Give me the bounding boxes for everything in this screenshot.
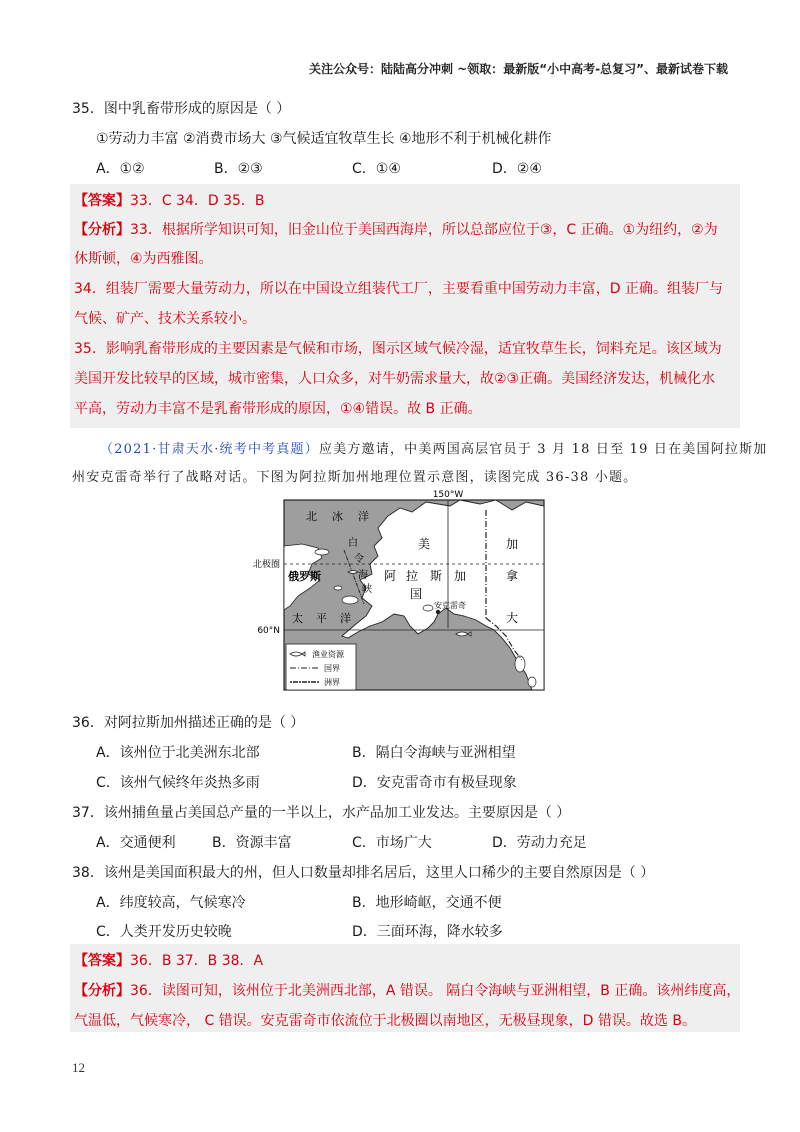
q37-option-b: B．资源丰富 (212, 835, 292, 851)
alaska-label: 阿 (384, 569, 397, 583)
analysis-line: 气温低，气候寒冷， C 错误。安克雷奇市依流位于北极圈以南地区，无极昼现象，D 错误。故选 B。 (74, 1013, 696, 1029)
fishery-icon (348, 571, 358, 574)
q36-option-b: B．隔白令海峡与亚洲相望 (352, 745, 516, 761)
alaska-label: 拉 (406, 569, 419, 583)
legend-border-label: 国界 (324, 664, 340, 673)
analysis-tag: 【分析】 (74, 222, 130, 238)
page-header: 关注公众号：陆陆高分冲刺 ~领取：最新版“小中高考-总复习”、最新试卷下载 (309, 62, 728, 76)
answer-tag: 【答案】 (74, 193, 130, 209)
q35-option-b: B．②③ (214, 161, 263, 177)
arctic-circle-label: 北极圈 (252, 560, 280, 570)
answer-block-1 (70, 184, 740, 428)
island (342, 596, 358, 604)
analysis-tag: 【分析】 (74, 983, 130, 999)
canada-label: 大 (506, 611, 519, 625)
intro-text: 应美方邀请，中美两国高层官员于 3 月 18 日至 19 日在美国阿拉斯加 (318, 442, 768, 457)
q37-option-a: A．交通便利 (96, 835, 176, 851)
q35-option-d: D．②④ (492, 161, 542, 177)
intro-line-2: 州安克雷奇举行了战略对话。下图为阿拉斯加州地理位置示意图，读图完成 36-38 小题。 (72, 470, 638, 485)
answer-block-2 (70, 944, 740, 1032)
usa-label: 美 (418, 537, 431, 551)
pacific-label: 洋 (340, 612, 351, 625)
q38-option-d: D．三面环海，降水较多 (352, 924, 503, 940)
analysis-line: 平高，劳动力丰富不是乳畜带形成的原因，①④错误。故 B 正确。 (74, 401, 482, 417)
anchorage-marker (436, 610, 440, 614)
legend-fishery-label: 渔业资源 (312, 650, 344, 659)
q37-stem: 37．该州捕鱼量占美国总产量的一半以上，水产品加工业发达。主要原因是（ ） (72, 805, 571, 821)
canada-label: 加 (506, 537, 519, 551)
q36-option-c: C．该州气候终年炎热多雨 (96, 775, 260, 791)
alaska-label: 加 (454, 569, 467, 583)
page-number: 12 (72, 1060, 85, 1075)
island (315, 549, 329, 555)
pacific-label: 平 (316, 612, 327, 625)
bering-label: 白 (348, 538, 358, 549)
q38-stem: 38．该州是美国面积最大的州，但人口数量却排名居后，这里人口稀少的主要自然原因是（ ） (72, 865, 655, 881)
arctic-ocean-label: 北 (306, 510, 317, 523)
bering-label: 海 (358, 570, 368, 581)
q36-option-d: D．安克雷奇市有极昼现象 (352, 775, 517, 791)
anchorage-label: 安克雷奇 (434, 601, 466, 610)
island (515, 656, 525, 672)
analysis-line: 35．影响乳畜带形成的主要因素是气候和市场，图示区域气候冷湿，适宜牧草生长，饲料充足。该区域为 (74, 341, 722, 357)
arctic-ocean-label: 洋 (358, 510, 369, 523)
q38-option-a: A．纬度较高，气候寒冷 (96, 895, 246, 911)
alaska-map (250, 488, 554, 700)
q35-stem: 35．图中乳畜带形成的原因是（ ） (72, 101, 291, 117)
lat-60n-label: 60°N (257, 626, 280, 636)
q36-stem: 36．对阿拉斯加州描述正确的是（ ） (72, 715, 305, 731)
meridian-label: 150°W (432, 490, 464, 500)
answer-text: 36．B 37．B 38．A (130, 953, 264, 969)
analysis-text: 36．读图可知，该州位于北美洲西北部，A 错误。 隔白令海峡与亚洲相望，B 正确。该州纬度高， (130, 983, 741, 999)
russia-label: 俄罗斯 (288, 570, 321, 583)
q36-option-a: A．该州位于北美洲东北部 (96, 745, 260, 761)
analysis-line: 美国开发比较早的区域，城市密集，人口众多，对牛奶需求量大，故②③正确。美国经济发达，机械化水 (74, 371, 716, 387)
bering-label: 令 (354, 554, 364, 565)
q35-option-c: C．①④ (352, 161, 401, 177)
bering-label: 峡 (362, 584, 372, 595)
question-source: （2021·甘肃天水·统考中考真题） (100, 442, 319, 457)
pacific-label: 太 (292, 612, 303, 625)
analysis-line: 34．组装厂需要大量劳动力，所以在中国设立组装代工厂，主要看重中国劳动力丰富，D 正确。组装厂与 (74, 281, 724, 297)
island (528, 677, 536, 687)
island (334, 586, 342, 590)
q38-option-c: C．人类开发历史较晚 (96, 924, 232, 940)
canada-label: 拿 (506, 569, 519, 583)
q35-items: ①劳动力丰富 ②消费市场大 ③气候适宜牧草生长 ④地形不利于机械化耕作 (96, 131, 552, 147)
arctic-ocean-label: 冰 (332, 510, 343, 523)
q35-option-a: A．①② (96, 161, 145, 177)
q37-option-c: C．市场广大 (352, 835, 432, 851)
island (423, 605, 433, 611)
answer-tag: 【答案】 (74, 953, 130, 969)
legend-continent-label: 洲界 (324, 678, 340, 687)
analysis-text: 33．根据所学知识可知，旧金山位于美国西海岸，所以总部应位于③，C 正确。①为纽约，②为 (130, 222, 718, 238)
alaska-label: 斯 (430, 569, 443, 583)
q37-option-d: D．劳动力充足 (492, 835, 587, 851)
answer-text: 33．C 34．D 35．B (130, 193, 265, 209)
q38-option-b: B．地形崎岖，交通不便 (352, 895, 502, 911)
intro-line-1 (100, 438, 768, 457)
analysis-line: 气候、矿产、技术关系较小。 (74, 311, 256, 327)
analysis-line: 休斯顿，④为西雅图。 (74, 251, 213, 267)
usa-label: 国 (410, 587, 423, 601)
